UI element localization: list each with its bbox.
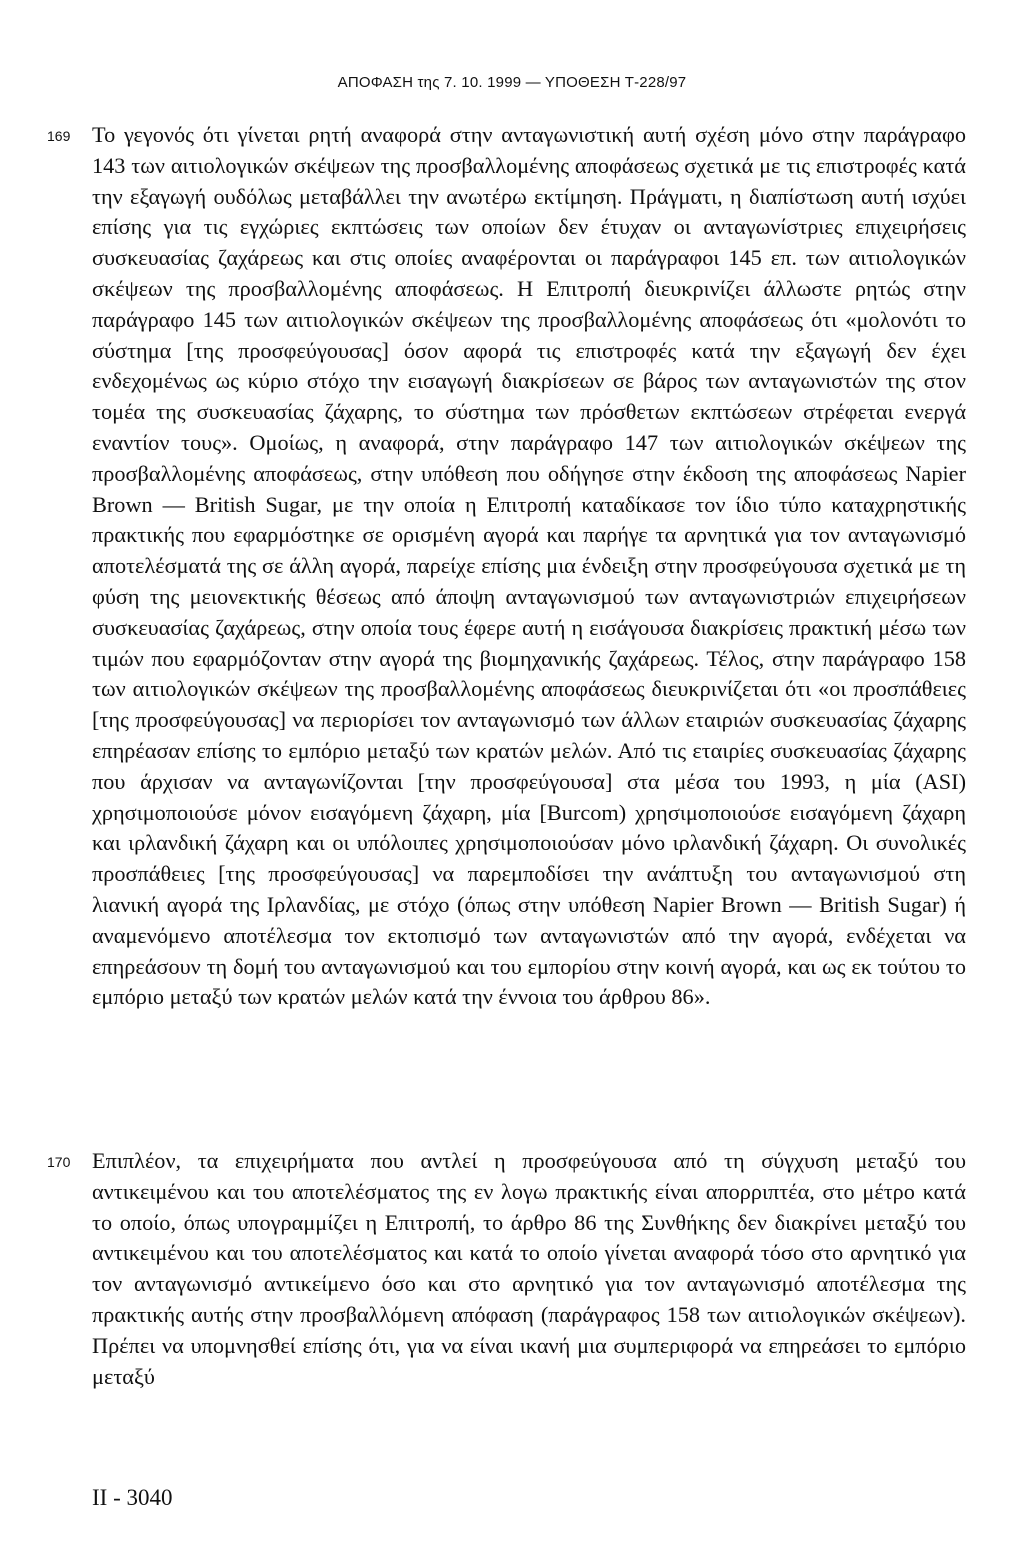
page-number: II - 3040	[92, 1485, 173, 1510]
paragraph-number: 169	[47, 128, 71, 144]
paragraph-text: Το γεγονός ότι γίνεται ρητή αναφορά στην ανταγωνιστική αυτή σχέση μόνο στην παράγραφο 143 των αιτιολογικών σκέψεων της προσβαλλομένης αποφάσεως σχετικά με τις επιστροφές κατά την εξαγωγή ουδόλως μεταβάλλει την ανωτέρω εκτίμηση. Πράγματι, η διαπίστωση αυτή ισχύει επίσης για τις εγχώριες εκπτώσεις των οποίων δεν έτυχαν οι ανταγωνίστριες επιχειρήσεις συσκευασίας ζαχάρεως και στις οποίες αναφέρονται οι παράγραφοι 145 επ. των αιτιολογικών σκέψεων της προσβαλλομένης αποφάσεως. Η Επιτροπή διευκρινίζει άλλωστε ρητώς στην παράγραφο 145 των αιτιολογικών σκέψεων της προσβαλλομένης αποφάσεως ότι «μολονότι το σύστημα [της προσφεύγουσας] όσον αφορά τις επιστροφές κατά την εξαγωγή δεν έχει ενδεχομένως ως κύριο στόχο την εισαγωγή διακρίσεων σε βάρος των ανταγωνιστών της στον τομέα της συσκευασίας ζάχαρης, το σύστημα των πρόσθετων εκπτώσεων στρέφεται ενεργά εναντίον τους». Ομοίως, η αναφορά, στην παράγραφο 147 των αιτιολογικών σκέψεων της προσβαλλομένης αποφάσεως, στην υπόθεση που οδήγησε στην έκδοση της αποφάσεως Napier Brown — British Sugar, με την οποία η Επιτροπή καταδίκασε τον ίδιο τύπο καταχρηστικής πρακτικής που εφαρμόστηκε σε ορισμένη αγορά και παρήγε τα αρνητικά για τον ανταγωνισμό αποτελέσματά της σε άλλη αγορά, παρείχε επίσης μια ένδειξη στην προσφεύγουσα σχετικά με τη φύση της μειονεκτικής θέσεως από άποψη ανταγωνισμού των ανταγωνιστριών επιχειρήσεων συσκευασίας ζαχάρεως, στην οποία τους έφερε αυτή η εισάγουσα διακρίσεις πρακτική μέσω των τιμών που εφαρμόζονταν στην αγορά της βιομηχανικής ζαχάρεως. Τέλος, στην παράγραφο 158 των αιτιολογικών σκέψεων της προσβαλλομένης αποφάσεως διευκρινίζεται ότι «οι προσπάθειες [της προσφεύγουσας] να περιορίσει τον ανταγωνισμό των άλλων εταιριών συσκευασίας ζάχαρης επηρέασαν επίσης το εμπόριο μεταξύ των κρατών μελών. Από τις εταιρίες συσκευασίας ζάχαρης που άρχισαν να ανταγωνίζονται [την προσφεύγουσα] στα μέσα του 1993, η μία (ASI) χρησιμοποιούσε μόνον εισαγόμενη ζάχαρη, μία [Burcom) χρησιμοποιούσε εισαγόμενη ζάχαρη και ιρλανδική ζάχαρη και οι υπόλοιπες χρησιμοποιούσαν μόνο ιρλανδική ζάχαρη. Οι συνολικές προσπάθειες [της προσφεύγουσας] να παρεμποδίσει την ανάπτυξη του ανταγωνισμού στη λιανική αγορά της Ιρλανδίας, με στόχο (όπως στην υπόθεση Napier Brown — British Sugar) ή αναμενόμενο αποτέλεσμα τον εκτοπισμό των ανταγωνιστών από την αγορά, ενδέχεται να επηρεάσουν τη δομή του ανταγωνισμού και του εμπορίου στην κοινή αγορά, και ως εκ τούτου το εμπόριο μεταξύ των κρατών μελών κατά την έννοια του άρθρου 86».	[92, 122, 966, 1010]
paragraph-number: 170	[47, 1154, 71, 1170]
paragraph-169	[47, 120, 966, 1013]
paragraph-text: Επιπλέον, τα επιχειρήματα που αντλεί η προσφεύγουσα από τη σύγχυση μεταξύ του αντικειμένου και του αποτελέσματος της εν λογω πρακτικής είναι απορριπτέα, στο μέτρο κατά το οποίο, όπως υπογραμμίζει η Επιτροπή, το άρθρο 86 της Συνθήκης δεν διακρίνει μεταξύ του αντικειμένου και του αποτελέσματος και κατά το οποίο γίνεται αναφορά τόσο στο αρνητικό για τον ανταγωνισμό αντικείμενο όσο και στο αρνητικό για τον ανταγωνισμό αποτέλεσμα της πρακτικής αυτής στην προσβαλλόμενη απόφαση (παράγραφος 158 των αιτιολογικών σκέψεων). Πρέπει να υπομνησθεί επίσης ότι, για να είναι ικανή μια συμπεριφορά να επηρεάσει το εμπόριο μεταξύ	[92, 1148, 966, 1389]
paragraph-170	[47, 1146, 966, 1392]
running-header: ΑΠΟΦΑΣΗ της 7. 10. 1999 — ΥΠΟΘΕΣΗ Τ-228/97	[337, 74, 687, 91]
